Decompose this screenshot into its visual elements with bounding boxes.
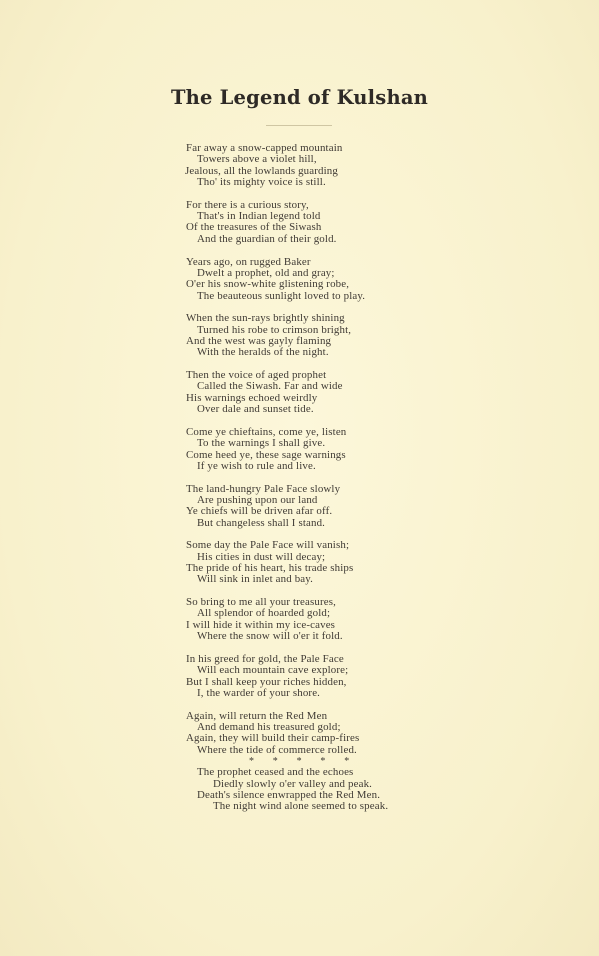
poem-line: Ye chiefs will be driven afar off.: [186, 505, 333, 518]
poem-line: To the warnings I shall give.: [197, 437, 326, 450]
poem-line: His warnings echoed weirdly: [186, 391, 318, 404]
poem-line: The beauteous sunlight loved to play.: [197, 289, 366, 302]
stanza: [185, 484, 485, 529]
poem-line: In his greed for gold, the Pale Face: [186, 652, 344, 665]
stanza: [185, 200, 485, 245]
poem-line: Then the voice of aged prophet: [186, 369, 327, 382]
poem-body: [185, 143, 485, 824]
poem-line: Years ago, on rugged Baker: [186, 255, 311, 268]
poem-line: Come heed ye, these sage warnings: [186, 448, 346, 461]
stanza: [185, 540, 485, 585]
poem-line: Turned his robe to crimson bright,: [197, 323, 352, 336]
stanza: [185, 711, 485, 756]
title-divider: [266, 125, 332, 126]
poem-line: Some day the Pale Face will vanish;: [186, 539, 350, 552]
poem-line: All splendor of hoarded gold;: [197, 607, 331, 620]
poem-line: But changeless shall I stand.: [197, 516, 326, 529]
poem-line: Are pushing upon our land: [197, 493, 318, 506]
stanza: [185, 257, 485, 302]
poem-line: O'er his snow-white glistening robe,: [186, 278, 350, 291]
poem-line: Towers above a violet hill,: [197, 153, 317, 166]
poem-line: Again, will return the Red Men: [186, 709, 328, 722]
section-separator: * * * * *: [249, 756, 350, 768]
stanza: [185, 313, 485, 358]
stanza: [185, 143, 485, 188]
poem-line: And the guardian of their gold.: [197, 232, 337, 245]
poem-line: Again, they will build their camp-fires: [186, 732, 360, 745]
poem-line: And demand his treasured gold;: [197, 721, 341, 733]
poem-line: Will each mountain cave explore;: [197, 664, 349, 677]
stanza: [185, 427, 485, 472]
poem-line: If ye wish to rule and live.: [197, 459, 316, 472]
poem-line: Far away a snow-capped mountain: [186, 142, 343, 154]
poem-line: Death's silence enwrapped the Red Men.: [197, 789, 381, 802]
poem-line: Of the treasures of the Siwash: [186, 221, 322, 234]
poem-line: I will hide it within my ice-caves: [186, 618, 336, 631]
poem-line: I, the warder of your shore.: [197, 686, 321, 699]
poem-line: His cities in dust will decay;: [197, 550, 326, 563]
poem-line: Where the snow will o'er it fold.: [197, 630, 343, 643]
poem-line: The pride of his heart, his trade ships: [186, 562, 354, 575]
poem-line: Diedly slowly o'er valley and peak.: [213, 777, 373, 790]
poem-line: For there is a curious story,: [186, 198, 309, 211]
poem-line: The land-hungry Pale Face slowly: [186, 482, 341, 495]
poem-line: With the heralds of the night.: [197, 346, 329, 359]
poem-line: Tho' its mighty voice is still.: [197, 176, 326, 189]
poem-line: Come ye chieftains, come ye, listen: [186, 425, 347, 438]
poem-line: So bring to me all your treasures,: [186, 596, 336, 609]
poem-line: The prophet ceased and the echoes: [197, 766, 354, 779]
final-stanza: [185, 767, 485, 812]
stanza: [185, 370, 485, 415]
poem-line: Will sink in inlet and bay.: [197, 573, 314, 586]
poem-line: And the west was gayly flaming: [186, 334, 332, 347]
poem-line: Where the tide of commerce rolled.: [197, 743, 357, 756]
poem-line: The night wind alone seemed to speak.: [213, 800, 389, 813]
poem-line: But I shall keep your riches hidden,: [186, 675, 347, 688]
poem-line: When the sun-rays brightly shining: [186, 312, 345, 325]
stanza: [185, 654, 485, 699]
poem-line: Called the Siwash. Far and wide: [197, 380, 343, 393]
poem-line: Over dale and sunset tide.: [197, 403, 314, 416]
stanza: [185, 597, 485, 642]
poem-line: That's in Indian legend told: [197, 210, 321, 223]
poem-title: The Legend of Kulshan: [170, 86, 429, 109]
poem-line: Jealous, all the lowlands guarding: [185, 164, 339, 177]
poem-line: Dwelt a prophet, old and gray;: [197, 266, 335, 279]
